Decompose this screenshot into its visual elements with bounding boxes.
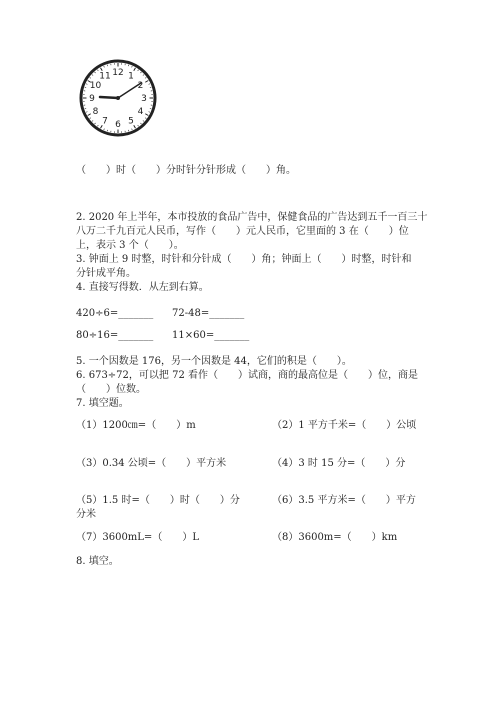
clock-tick: [92, 120, 93, 121]
fill-item-8: （8）3600m=（ ）km: [272, 532, 398, 543]
clock-tick: [101, 68, 103, 71]
clock-tick: [143, 120, 144, 121]
fill-item-1: （1）1200㎝=（ ）m: [76, 420, 196, 431]
clock-number: 5: [128, 116, 134, 127]
question-8-title: 8. 填空。: [76, 556, 119, 567]
clock-number: 2: [137, 81, 144, 92]
clock-tick: [104, 129, 105, 130]
clock-center-dot: [116, 96, 120, 100]
clock-tick: [134, 125, 136, 128]
clock-tick: [149, 112, 150, 113]
clock-tick: [143, 75, 144, 76]
clock-tick: [145, 118, 146, 119]
calc-item-1: 420÷6=_______: [76, 308, 154, 319]
clock-tick: [140, 72, 141, 73]
question-3-line-2: 分针成平角。: [76, 268, 136, 279]
question-5-line: 5. 一个因数是 176，另一个因数是 44，它们的积是（ ）。: [76, 356, 352, 367]
clock-tick: [149, 84, 150, 85]
clock-face-image: [78, 58, 158, 138]
question-2-line-2: 八万二千九百元人民币，写作（ ）元人民币，它里面的 3 在（ ）位: [76, 226, 409, 237]
clock-tick: [134, 68, 136, 71]
hour-hand: [100, 97, 118, 98]
question-6-line-2: （ ）位数。: [76, 384, 146, 395]
clock-number: 4: [137, 107, 144, 118]
clock-tick: [88, 114, 91, 116]
clock-tick: [104, 66, 105, 67]
clock-number: 8: [92, 107, 99, 118]
clock-number: 12: [112, 68, 124, 79]
clock-tick: [97, 125, 98, 126]
question-6-line-1: 6. 673÷72，可以把 72 看作（ ）试商，商的最高位是（ ）位，商是: [76, 370, 418, 381]
fill-item-6: （6）3.5 平方米=（ ）平方: [272, 495, 416, 506]
clock-tick: [90, 77, 91, 78]
clock-tick: [95, 72, 96, 73]
clock-tick: [86, 112, 87, 113]
clock-tick: [145, 77, 146, 78]
question-2-line-1: 2. 2020 年上半年，本市投放的食品广告中，保健食品的广告达到五千一百三十: [76, 212, 428, 223]
clock-tick: [145, 114, 148, 116]
clock-tick: [145, 81, 148, 83]
question-7-title: 7. 填空题。: [76, 398, 129, 409]
clock-number: 9: [89, 94, 95, 105]
clock-tick: [92, 75, 93, 76]
clock-tick: [86, 84, 87, 85]
clock-tick: [132, 66, 133, 67]
fill-item-5: （5）1.5 时=（ ）时（ ）分: [76, 495, 240, 506]
clock-tick: [90, 118, 91, 119]
calc-item-4: 11×60=_______: [172, 330, 250, 341]
question-1-line: （ ）时（ ）分时针分针形成（ ）角。: [76, 165, 296, 176]
clock-tick: [140, 123, 141, 124]
clock-tick: [138, 70, 139, 71]
fill-item-6-continued: 分米: [76, 509, 96, 520]
fill-item-7: （7）3600mL=（ ）L: [76, 532, 199, 543]
calc-item-3: 80÷16=_______: [76, 330, 154, 341]
fill-item-3: （3）0.34 公顷=（ ）平方米: [76, 458, 227, 469]
question-4-title: 4. 直接写得数．从左到右算。: [76, 282, 209, 293]
clock-number: 10: [89, 81, 102, 92]
clock-tick: [95, 123, 96, 124]
question-3-line-1: 3. 钟面上 9 时整，时针和分针成（ ）角；钟面上（ ）时整，时针和: [76, 254, 412, 265]
clock-tick: [138, 125, 139, 126]
clock-number: 1: [128, 71, 134, 82]
clock-number: 6: [115, 120, 121, 131]
clock-tick: [97, 70, 98, 71]
clock-number: 11: [99, 71, 111, 82]
calc-item-2: 72-48=_______: [172, 308, 245, 319]
question-2-line-3: 上，表示 3 个（ ）。: [76, 240, 184, 251]
clock-tick: [132, 129, 133, 130]
clock-number: 7: [102, 116, 108, 127]
clock-number: 3: [141, 94, 147, 105]
fill-item-4: （4）3 时 15 分=（ ）分: [272, 458, 406, 469]
fill-item-2: （2）1 平方千米=（ ）公顷: [272, 420, 417, 431]
